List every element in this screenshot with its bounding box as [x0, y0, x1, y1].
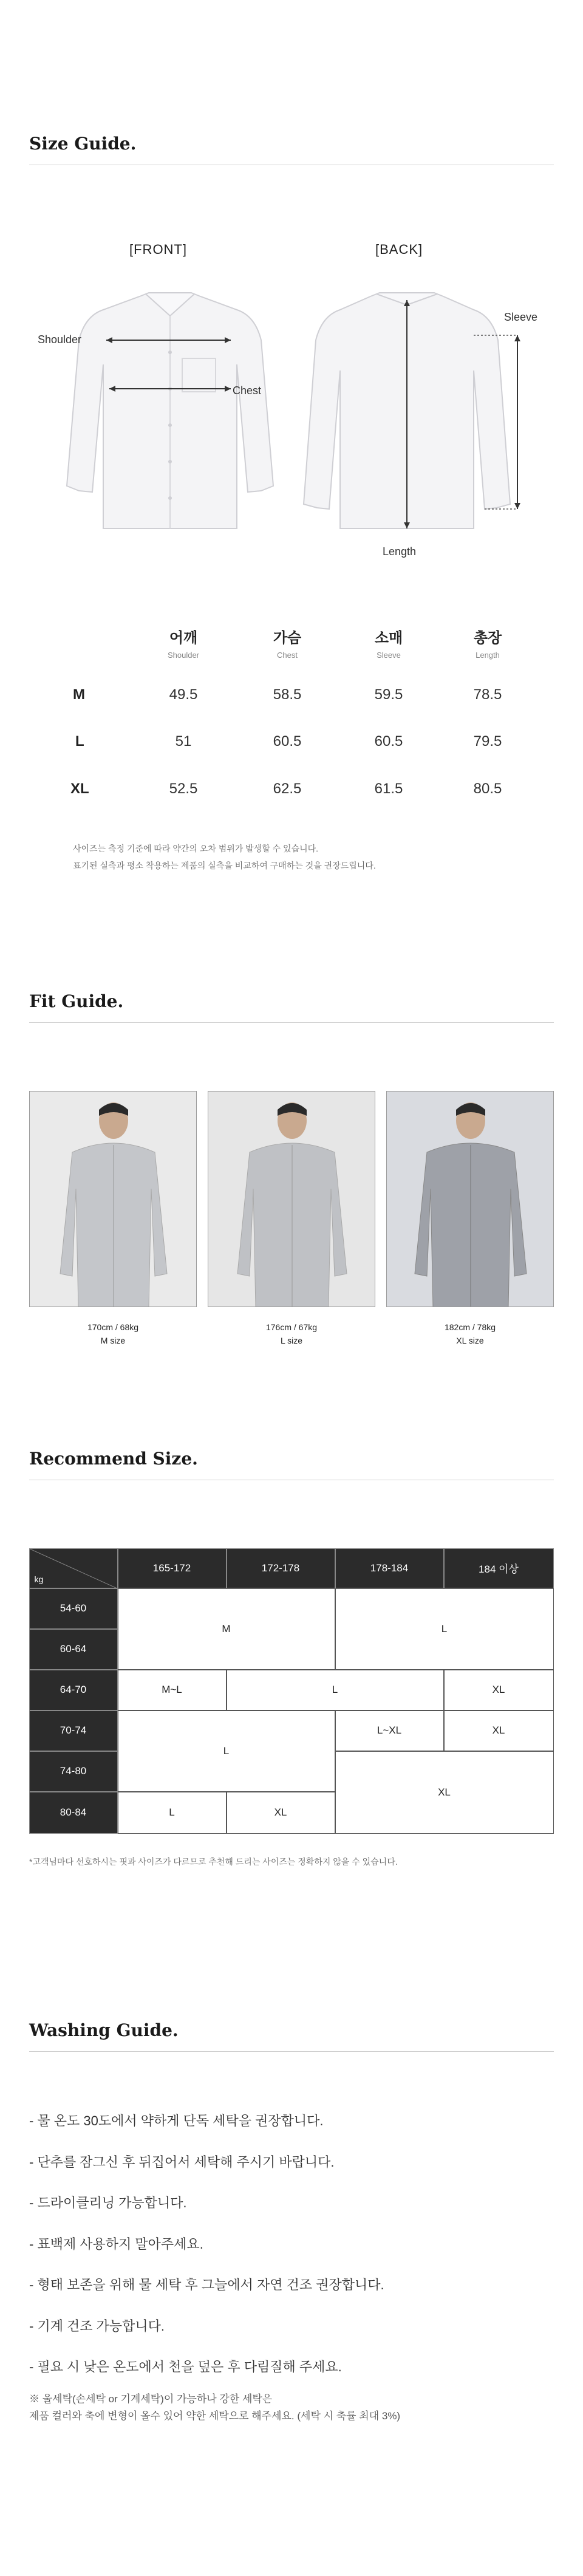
front-label: [FRONT] — [129, 242, 187, 257]
cell: 60.5 — [374, 733, 403, 750]
shirt-front-illustration — [55, 292, 285, 541]
wash-note-2: 제품 컬러와 축에 변형이 올수 있어 약한 세탁으로 해주세요. (세탁 시 축률 최대 3%) — [29, 2410, 401, 2422]
model-body-xl: 182cm / 78kg — [444, 1322, 496, 1332]
model-caption-l — [208, 1320, 375, 1347]
cell: 58.5 — [273, 686, 302, 703]
wash-item: - 단추를 잠그신 후 뒤집어서 세탁해 주시기 바랍니다. — [29, 2154, 335, 2170]
col-shoulder-en: Shoulder — [167, 651, 200, 660]
height-header: 178-184 — [335, 1548, 444, 1588]
model-size-l: L size — [280, 1336, 303, 1345]
corner-label: kg — [34, 1574, 44, 1584]
shirt-back-illustration — [292, 292, 534, 547]
rec-cell: XL — [227, 1792, 335, 1834]
cell: 52.5 — [169, 781, 198, 797]
cell: 59.5 — [374, 686, 403, 703]
cell: 61.5 — [374, 781, 403, 797]
model-photo-m — [29, 1091, 197, 1307]
col-chest — [251, 626, 324, 660]
size-note-2: 표기된 실측과 평소 착용하는 제품의 실측을 비교하여 구매하는 것을 권장드립니다. — [73, 861, 376, 870]
col-chest-ko: 가슴 — [273, 630, 302, 646]
cell: 60.5 — [273, 733, 302, 750]
rec-cell: XL — [335, 1751, 554, 1834]
rec-cell: M — [118, 1588, 335, 1670]
rec-cell: XL — [444, 1710, 554, 1751]
rec-cell: L — [335, 1588, 554, 1670]
weight-header: 60-64 — [29, 1629, 118, 1670]
back-label: [BACK] — [375, 242, 423, 257]
shoulder-label: Shoulder — [38, 333, 82, 346]
model-body-m: 170cm / 68kg — [87, 1322, 139, 1332]
weight-header: 80-84 — [29, 1792, 118, 1834]
col-chest-en: Chest — [277, 651, 298, 660]
recommend-title: Recommend Size. — [29, 1449, 554, 1480]
washing-title: Washing Guide. — [29, 2020, 554, 2052]
cell: 49.5 — [169, 686, 198, 703]
height-header: 165-172 — [118, 1548, 227, 1588]
size-note-1: 사이즈는 측정 기준에 따라 약간의 오차 범위가 발생할 수 있습니다. — [73, 844, 319, 853]
height-header: 184 이상 — [444, 1548, 554, 1588]
col-sleeve-ko: 소매 — [374, 630, 403, 646]
size-guide-title: Size Guide. — [29, 134, 554, 165]
weight-header: 54-60 — [29, 1588, 118, 1629]
cell: 80.5 — [473, 781, 502, 797]
rec-cell: L~XL — [335, 1710, 444, 1751]
rec-cell: M~L — [118, 1670, 227, 1710]
wash-note-1: ※ 울세탁(손세탁 or 기계세탁)이 가능하나 강한 세탁은 — [29, 2393, 273, 2405]
fit-guide-title: Fit Guide. — [29, 991, 554, 1023]
wash-item: - 드라이클리닝 가능합니다. — [29, 2195, 187, 2210]
weight-header: 70-74 — [29, 1710, 118, 1751]
col-shoulder — [147, 626, 220, 660]
sleeve-label: Sleeve — [504, 311, 538, 323]
rec-cell: L — [118, 1792, 227, 1834]
col-length-en: Length — [476, 651, 500, 660]
col-length-ko: 총장 — [473, 630, 502, 646]
wash-item: - 필요 시 낮은 온도에서 천을 덮은 후 다림질해 주세요. — [29, 2359, 342, 2374]
model-photo-l — [208, 1091, 375, 1307]
cell: 62.5 — [273, 781, 302, 797]
col-shoulder-ko: 어깨 — [169, 630, 198, 646]
model-size-m: M size — [100, 1336, 126, 1345]
row-size-l: L — [75, 733, 84, 750]
recommend-table — [29, 1548, 554, 1834]
col-sleeve — [352, 626, 425, 660]
cell: 51 — [175, 733, 192, 750]
length-label: Length — [383, 545, 417, 558]
recommend-note: *고객님마다 선호하시는 핏과 사이즈가 다르므로 추천해 드리는 사이즈는 정확하지 않을 수 있습니다. — [29, 1857, 398, 1867]
rec-cell: L — [227, 1670, 444, 1710]
wash-item: - 표백제 사용하지 말아주세요. — [29, 2236, 203, 2252]
rec-cell: L — [118, 1710, 335, 1792]
chest-label: Chest — [233, 384, 262, 397]
weight-header: 74-80 — [29, 1751, 118, 1792]
cell: 79.5 — [473, 733, 502, 750]
model-caption-m — [29, 1320, 197, 1347]
weight-header: 64-70 — [29, 1670, 118, 1710]
height-header: 172-178 — [227, 1548, 335, 1588]
model-caption-xl — [386, 1320, 554, 1347]
col-sleeve-en: Sleeve — [377, 651, 401, 660]
col-length — [451, 626, 524, 660]
cell: 78.5 — [473, 686, 502, 703]
wash-item: - 물 온도 30도에서 약하게 단독 세탁을 권장합니다. — [29, 2113, 324, 2128]
rec-cell: XL — [444, 1670, 554, 1710]
row-size-xl: XL — [70, 781, 89, 797]
table-corner — [29, 1548, 118, 1588]
model-size-xl: XL size — [456, 1336, 484, 1345]
wash-item: - 기계 건조 가능합니다. — [29, 2318, 165, 2334]
wash-item: - 형태 보존을 위해 물 세탁 후 그늘에서 자연 건조 권장합니다. — [29, 2277, 384, 2292]
model-photo-xl — [386, 1091, 554, 1307]
row-size-m: M — [73, 686, 85, 703]
model-body-l: 176cm / 67kg — [265, 1322, 318, 1332]
